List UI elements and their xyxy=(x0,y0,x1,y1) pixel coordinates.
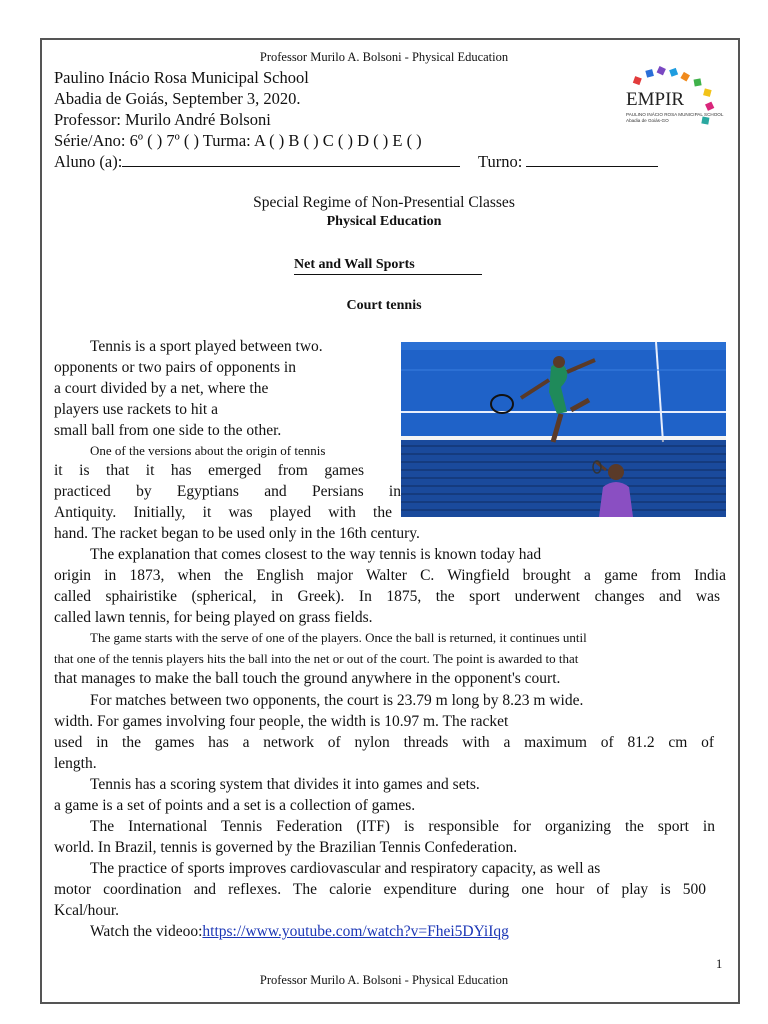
p1-line-1: Tennis is a sport played between two. xyxy=(90,338,323,355)
p2-line-3: Antiquity. Initially, it was played with the xyxy=(54,504,392,521)
logo-word: EMPIR xyxy=(626,89,685,110)
watch-label: Watch the videoo: xyxy=(90,923,203,940)
grade-line: Série/Ano: 6º ( ) 7º ( ) Turma: A ( ) B ( ) C ( ) D ( ) E ( ) xyxy=(54,131,422,150)
shift-line xyxy=(478,152,658,173)
running-head: Professor Murilo A. Bolsoni - Physical Education xyxy=(259,50,509,64)
student-line xyxy=(54,152,460,173)
p4-line: that manages to make the ball touch the ground anywhere in the opponent's court. xyxy=(54,670,561,687)
p6-line-2: a game is a set of points and a set is a collection of games. xyxy=(54,797,416,814)
watch-line xyxy=(90,923,509,941)
p5-line-1: For matches between two opponents, the court is 23.79 m long by 8.23 m wide. xyxy=(90,692,584,709)
logo-subtext-2: Abadia de Goiás-GO xyxy=(626,118,669,123)
regime-title: Special Regime of Non-Presential Classes xyxy=(253,194,515,211)
tennis-photo xyxy=(401,342,726,517)
video-link[interactable]: https://www.youtube.com/watch?v=Fhei5DYiIqg xyxy=(202,923,509,940)
p6-line-1: Tennis has a scoring system that divides it into games and sets. xyxy=(90,776,480,793)
subject-title: Physical Education xyxy=(326,214,442,229)
p3-line-3: called sphairistike (spherical, in Greek). In 1875, the sport underwent changes and was xyxy=(54,588,720,605)
p8-line-2: motor coordination and reflexes. The calorie expenditure during one hour of play is 500 xyxy=(54,881,706,898)
page-number: 1 xyxy=(716,957,723,971)
p1-line-3: a court divided by a net, where the xyxy=(54,380,269,397)
shift-blank[interactable] xyxy=(526,152,658,167)
teacher-name: Professor: Murilo André Bolsoni xyxy=(54,110,271,129)
p3-line-4: called lawn tennis, for being played on grass fields. xyxy=(54,609,373,626)
p7-line-2: world. In Brazil, tennis is governed by the Brazilian Tennis Confederation. xyxy=(54,839,518,856)
p8-line-3: Kcal/hour. xyxy=(54,902,119,919)
p5-line-4: length. xyxy=(54,755,97,772)
running-foot: Professor Murilo A. Bolsoni - Physical Education xyxy=(259,973,509,987)
student-label: Aluno (a): xyxy=(54,152,123,171)
p2-line-4: hand. The racket began to be used only in the 16th century. xyxy=(54,525,420,542)
p1-line-5: small ball from one side to the other. xyxy=(54,422,282,439)
place-date: Abadia de Goiás, September 3, 2020. xyxy=(54,89,301,108)
lesson-title: Court tennis xyxy=(346,298,422,313)
p3-line-1: The explanation that comes closest to the way tennis is known today had xyxy=(90,546,542,563)
p5-line-2: width. For games involving four people, the width is 10.97 m. The racket xyxy=(54,713,509,730)
student-blank[interactable] xyxy=(122,152,460,167)
p5-line-3: used in the games has a network of nylon threads with a maximum of 81.2 cm of xyxy=(54,734,714,751)
p1-line-4: players use rackets to hit a xyxy=(54,401,218,418)
p2-line-1: it is that it has emerged from games xyxy=(54,462,364,479)
p2-line-2: practiced by Egyptians and Persians in xyxy=(54,483,401,500)
p3-line-2: origin in 1873, when the English major Walter C. Wingfield brought a game from India xyxy=(54,567,726,584)
shift-label: Turno: xyxy=(478,152,523,171)
p7-line-1: The International Tennis Federation (ITF) is responsible for organizing the sport in xyxy=(90,818,715,835)
topic-title: Net and Wall Sports xyxy=(294,257,482,275)
p1-line-2: opponents or two pairs of opponents in xyxy=(54,359,296,376)
p4-small-line-2: that one of the tennis players hits the ball into the net or out of the court. The point is awarded to that xyxy=(54,651,579,666)
p4-small-line-1: The game starts with the serve of one of the players. Once the ball is returned, it continues until xyxy=(90,630,587,645)
school-name: Paulino Inácio Rosa Municipal School xyxy=(54,68,309,87)
p8-line-1: The practice of sports improves cardiovascular and respiratory capacity, as well as xyxy=(90,860,601,877)
logo-subtext-1: PAULINO INÁCIO ROSA MUNICIPAL SCHOOL xyxy=(626,112,724,117)
school-logo xyxy=(620,65,724,133)
p2-small-line: One of the versions about the origin of tennis xyxy=(90,443,326,458)
